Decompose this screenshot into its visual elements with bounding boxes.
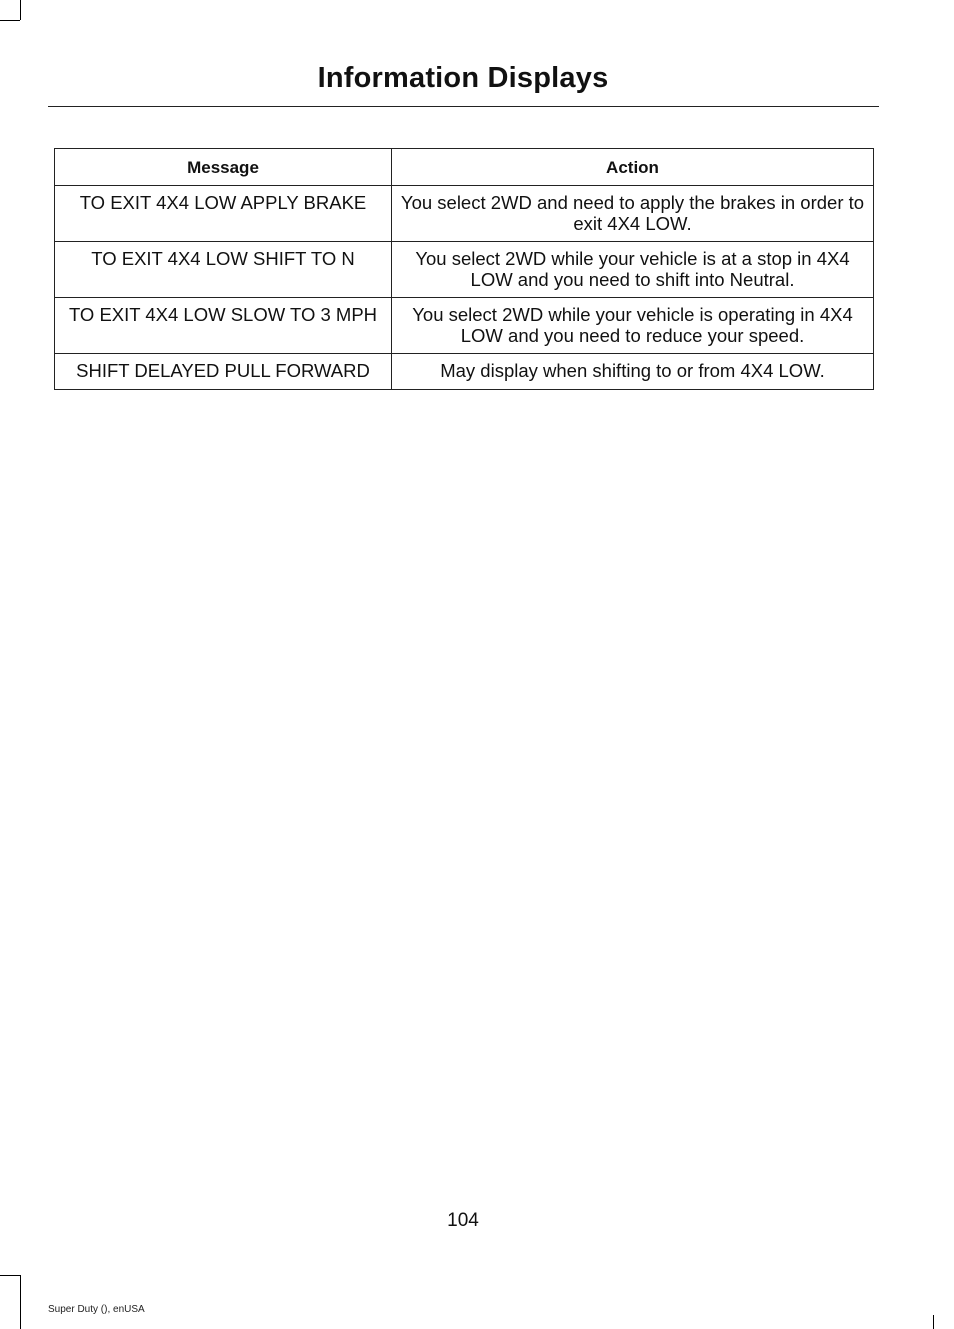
- column-header-message: Message: [55, 149, 392, 186]
- action-cell: May display when shifting to or from 4X4 LOW.: [392, 354, 874, 390]
- action-cell: You select 2WD while your vehicle is at a stop in 4X4 LOW and you need to shift into Neutral.: [392, 242, 874, 298]
- crop-mark: [0, 1275, 20, 1276]
- crop-mark: [20, 0, 21, 20]
- crop-mark: [933, 1315, 934, 1329]
- title-divider: [48, 106, 879, 107]
- footer-text: Super Duty (), enUSA: [48, 1304, 145, 1315]
- action-cell: You select 2WD and need to apply the brakes in order to exit 4X4 LOW.: [392, 186, 874, 242]
- crop-mark: [0, 20, 20, 21]
- message-cell: TO EXIT 4X4 LOW APPLY BRAKE: [55, 186, 392, 242]
- page-title: Information Displays: [317, 62, 609, 94]
- table-header-row: [55, 149, 874, 186]
- column-header-action: Action: [392, 149, 874, 186]
- message-table: [54, 148, 874, 390]
- crop-mark: [20, 1315, 21, 1329]
- message-cell: TO EXIT 4X4 LOW SHIFT TO N: [55, 242, 392, 298]
- table-row: [55, 354, 874, 390]
- table-row: [55, 186, 874, 242]
- table-row: [55, 242, 874, 298]
- table-row: [55, 298, 874, 354]
- action-cell: You select 2WD while your vehicle is operating in 4X4 LOW and you need to reduce your speed.: [392, 298, 874, 354]
- message-cell: SHIFT DELAYED PULL FORWARD: [55, 354, 392, 390]
- page-number: 104: [447, 1210, 479, 1231]
- message-cell: TO EXIT 4X4 LOW SLOW TO 3 MPH: [55, 298, 392, 354]
